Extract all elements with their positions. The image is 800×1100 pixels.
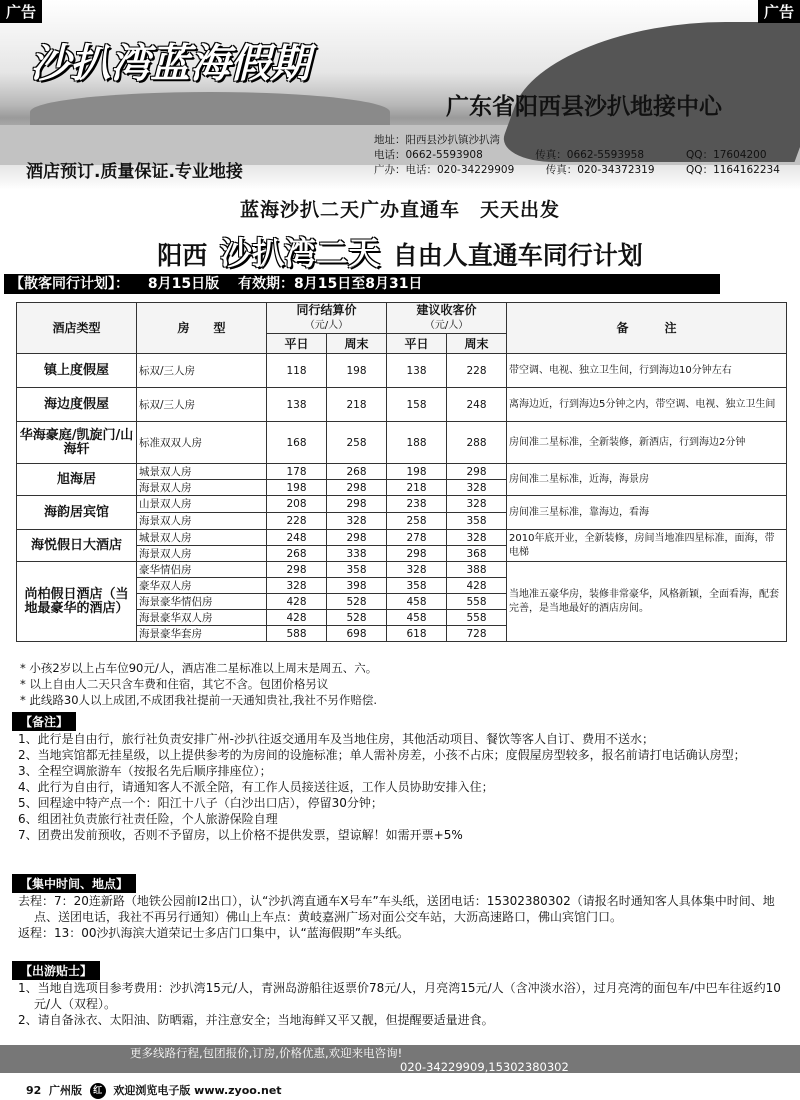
header-hotel-type: 酒店类型 [17,303,137,354]
suggest-weekend: 358 [447,513,507,530]
plan-title-pre: 阳西 [157,241,208,270]
settle-weekend: 198 [327,354,387,388]
suggest-weekend: 248 [447,388,507,422]
suggest-weekday: 328 [387,562,447,578]
address: 地址：阳西县沙扒镇沙扒湾 [374,134,500,146]
room-type: 海景双人房 [137,480,267,496]
plan-version: 8月15日版 [147,276,220,292]
settle-weekend: 298 [327,496,387,513]
hotel-note: 房间准二星标准，近海，海景房 [507,464,787,496]
header-weekend: 周末 [447,334,507,354]
subtitle: 广东省阳西县沙扒地接中心 [446,94,722,120]
notes-heading: 【备注】 [12,712,76,731]
room-type: 豪华情侣房 [137,562,267,578]
suggest-weekend: 388 [447,562,507,578]
hotel-name: 海边度假屋 [17,388,137,422]
suggest-weekend: 298 [447,464,507,480]
hotel-note: 2010年底开业，全新装修，房间当地准四星标准，面海，带电梯 [507,530,787,562]
header-weekday: 平日 [267,334,327,354]
suggest-weekend: 428 [447,578,507,594]
settle-weekend: 298 [327,530,387,546]
price-table [16,302,787,642]
meeting-list [18,893,788,941]
edition-label: 广州版 [48,1084,82,1097]
price-table-body [17,354,787,642]
room-type: 豪华双人房 [137,578,267,594]
header-weekday: 平日 [387,334,447,354]
settle-weekday: 178 [267,464,327,480]
suggest-weekday: 458 [387,594,447,610]
hotel-note: 带空调、电视、独立卫生间，行到海边10分钟左右 [507,354,787,388]
guangzhou-office-line: 广办：电话：020-34229909 传真：020-34372319 QQ：1164162234 [374,164,780,176]
suggest-weekday: 158 [387,388,447,422]
suggest-weekend: 228 [447,354,507,388]
meeting-heading: 【集中时间、地点】 [12,874,136,893]
plan-label: 【散客同行计划】： [10,276,129,292]
suggest-weekday: 298 [387,546,447,562]
suggest-weekday: 238 [387,496,447,513]
hotel-name: 华海豪庭/凯旋门/山海轩 [17,422,137,464]
header-note: 备 注 [507,303,787,354]
settle-weekday: 198 [267,480,327,496]
room-type: 标双/三人房 [137,388,267,422]
settle-weekend: 298 [327,480,387,496]
plan-title-post: 自由人直通车同行计划 [392,241,643,270]
settle-weekend: 218 [327,388,387,422]
table-row [17,496,787,513]
settle-weekday: 428 [267,610,327,626]
hotel-note: 房间准三星标准，靠海边，看海 [507,496,787,530]
table-row [17,388,787,422]
settle-weekday: 118 [267,354,327,388]
settle-weekday: 228 [267,513,327,530]
room-type: 标双/三人房 [137,354,267,388]
page-footer [26,1082,282,1099]
settle-weekend: 698 [327,626,387,642]
suggest-weekday: 618 [387,626,447,642]
table-row [17,354,787,388]
note-item: 6、组团社负责旅行社责任险，个人旅游保险自理 [18,812,278,826]
table-row [17,530,787,546]
suggest-weekend: 328 [447,480,507,496]
suggest-weekend: 328 [447,530,507,546]
note-item: 4、此行为自由行，请通知客人不派全陪，有工作人员接送往返，工作人员协助安排入住； [18,780,494,794]
settle-weekend: 328 [327,513,387,530]
settle-weekday: 248 [267,530,327,546]
header-room-type: 房 型 [137,303,267,354]
settle-weekend: 398 [327,578,387,594]
meeting-item: 返程：13：00沙扒海滨大道荣记士多店门口集中，认“蓝海假期”车头纸。 [18,926,409,940]
room-type: 山景双人房 [137,496,267,513]
settle-weekday: 168 [267,422,327,464]
suggest-weekday: 258 [387,513,447,530]
suggest-weekend: 288 [447,422,507,464]
note-item: 5、回程途中特产点一个：阳江十八子（白沙出口店），停留30分钟； [18,796,383,810]
plan-bar [4,274,720,294]
note-item: 7、团费出发前预收，否则不予留房，以上价格不提供发票，望谅解！如需开票+5% [18,828,463,842]
hotel-name: 海韵居宾馆 [17,496,137,530]
footnote: * 以上自由人二天只含车费和住宿，其它不含。包团价格另议 [20,677,329,691]
suggest-weekday: 138 [387,354,447,388]
suggest-weekend: 728 [447,626,507,642]
hotel-name: 旭海居 [17,464,137,496]
ad-label-right: 广告 [758,0,800,23]
header-banner [0,0,800,190]
notes-list [18,731,788,843]
footnote: * 小孩2岁以上占车位90元/人，酒店准二星标准以上周末是周五、六。 [20,661,378,675]
note-item: 2、当地宾馆都无挂星级，以上提供参考的为房间的设施标准；单人需补房差，小孩不占床；度假屋房型较多，报名前请打电话确认房型； [18,748,746,762]
settle-weekday: 208 [267,496,327,513]
table-row [17,464,787,480]
hotel-note: 当地准五豪华房，装修非常豪华，风格新颖，全面看海，配套完善，是当地最好的酒店房间。 [507,562,787,642]
footnote: * 此线路30人以上成团,不成团我社提前一天通知贵社,我社不另作赔偿. [20,693,378,707]
meeting-item: 去程：7：20连新路（地铁公园前I2出口），认“沙扒湾直通车X号车”车头纸，送团电话：15302380302（请报名时通知客人具体集中时间、地点、送团电话，我社不再另行通知）佛山上车点：黄岐嘉洲广场对面公交车站，大沥高速路口，佛山宾馆门口。 [18,894,775,924]
brand-logo: 沙扒湾蓝海假期 [30,41,310,87]
contact-block [374,133,780,178]
footnotes [20,660,377,708]
room-type: 城景双人房 [137,464,267,480]
suggest-weekend: 558 [447,594,507,610]
suggest-weekday: 218 [387,480,447,496]
settle-weekday: 588 [267,626,327,642]
settle-weekend: 528 [327,610,387,626]
hotel-name: 尚柏假日酒店（当地最豪华的酒店） [17,562,137,642]
tips-list [18,980,788,1028]
suggest-weekend: 328 [447,496,507,513]
note-item: 3、全程空调旅游车（按报名先后顺序排座位）； [18,764,272,778]
header-suggest-price: 建议收客价 （元/人） [387,303,507,334]
room-type: 海景双人房 [137,513,267,530]
suggest-weekend: 368 [447,546,507,562]
publisher-logo: 红 [90,1083,106,1099]
header-settle-price: 同行结算价 （元/人） [267,303,387,334]
table-row [17,422,787,464]
settle-weekend: 528 [327,594,387,610]
website: 欢迎浏览电子版 www.zyoo.net [113,1084,282,1097]
suggest-weekend: 558 [447,610,507,626]
header-weekend: 周末 [327,334,387,354]
suggest-weekday: 458 [387,610,447,626]
plan-validity: 有效期：8月15日至8月31日 [237,276,423,292]
route-title: 蓝海沙扒二天广办直通车 天天出发 [239,199,560,221]
page-number: 92 [26,1084,42,1097]
tip-item: 1、当地自选项目参考费用：沙扒湾15元/人，青洲岛游船往返票价78元/人，月亮湾15元/人（含冲淡水浴），过月亮湾的面包车/中巴车往返约10元/人（双程）。 [18,981,781,1011]
hotel-name: 海悦假日大酒店 [17,530,137,562]
tips-heading: 【出游贴士】 [12,961,100,980]
tip-item: 2、请自备泳衣、太阳油、防晒霜，并注意安全；当地海鲜又平又靓，但提醒要适量进食。 [18,1013,494,1027]
ad-label-left: 广告 [0,0,42,23]
suggest-weekday: 278 [387,530,447,546]
hotel-name: 镇上度假屋 [17,354,137,388]
settle-weekday: 298 [267,562,327,578]
suggest-weekday: 188 [387,422,447,464]
settle-weekday: 328 [267,578,327,594]
phone-line: 电话：0662-5593908 传真：0662-5593958 QQ：17604200 [374,149,767,161]
settle-weekday: 428 [267,594,327,610]
settle-weekday: 268 [267,546,327,562]
hotel-note: 房间准二星标准，全新装修，新酒店，行到海边2分钟 [507,422,787,464]
suggest-weekday: 358 [387,578,447,594]
slogan: 酒店预订.质量保证.专业地接 [26,162,243,182]
settle-weekday: 138 [267,388,327,422]
note-item: 1、此行是自由行，旅行社负责安排广州-沙扒往返交通用车及当地住房，其他活动项目、餐饮等客人自订、费用不送水； [18,732,654,746]
settle-weekend: 358 [327,562,387,578]
room-type: 城景双人房 [137,530,267,546]
room-type: 海景豪华双人房 [137,610,267,626]
suggest-weekday: 198 [387,464,447,480]
plan-title [0,228,800,274]
settle-weekend: 258 [327,422,387,464]
room-type: 海景豪华情侣房 [137,594,267,610]
settle-weekend: 338 [327,546,387,562]
room-type: 标准双双人房 [137,422,267,464]
hotel-note: 离海边近，行到海边5分钟之内，带空调、电视、独立卫生间 [507,388,787,422]
table-row [17,562,787,578]
settle-weekend: 268 [327,464,387,480]
footer-phone: 020-34229909,15302380302 [400,1060,569,1074]
footer-text: 更多线路行程,包团报价,订房,价格优惠,欢迎来电咨询! [130,1046,403,1060]
room-type: 海景双人房 [137,546,267,562]
plan-title-big: 沙扒湾二天 [219,234,380,272]
room-type: 海景豪华套房 [137,626,267,642]
